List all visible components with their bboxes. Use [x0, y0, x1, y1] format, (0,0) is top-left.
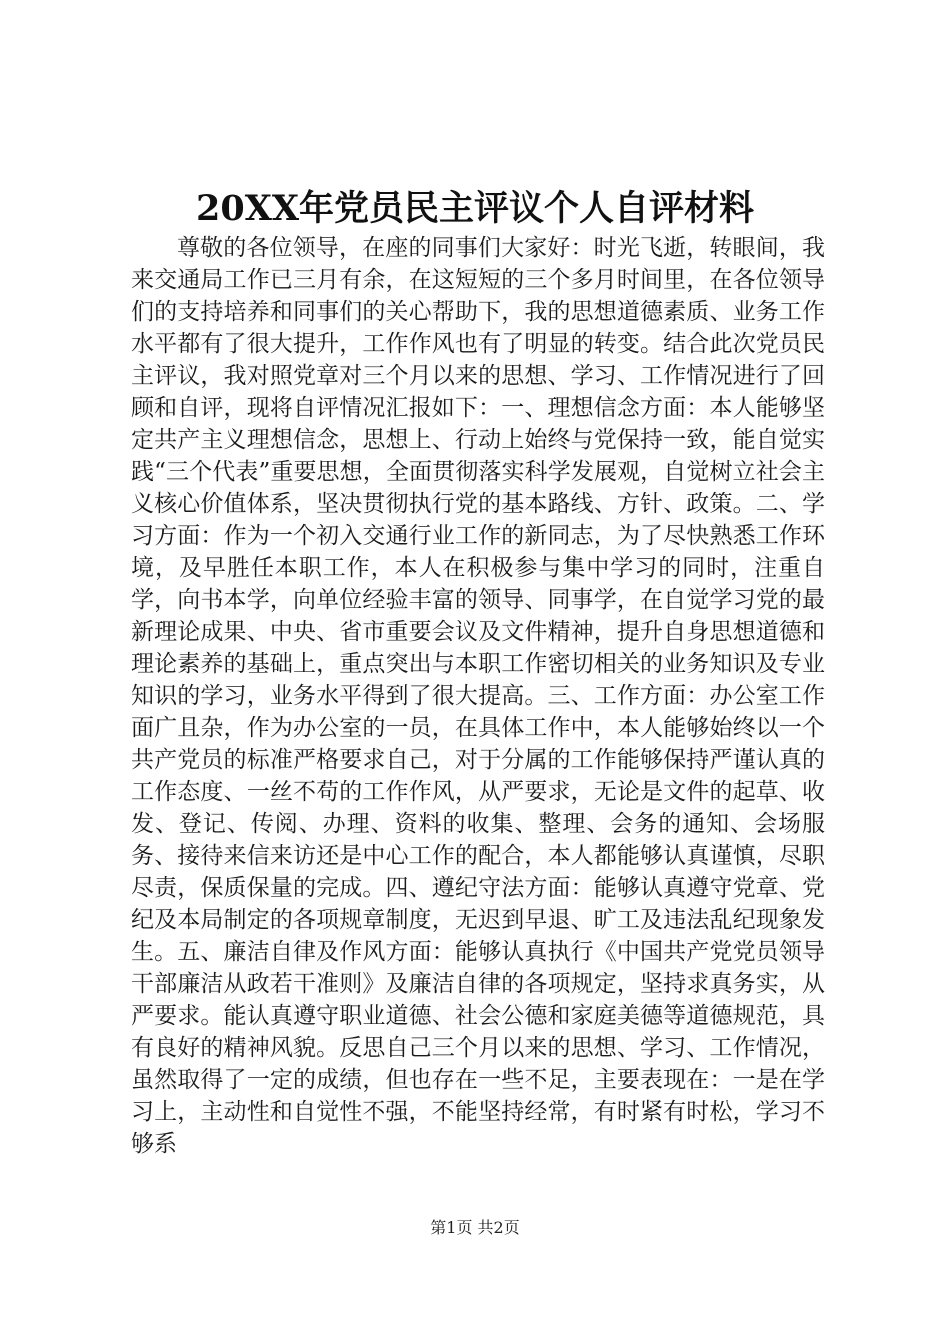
page-number-footer: 第1页 共2页 [430, 1218, 520, 1237]
document-body-paragraph: 尊敬的各位领导，在座的同事们大家好：时光飞逝，转眼间，我来交通局工作已三月有余，在这短短的三个多月时间里，在各位领导们的支持培养和同事们的关心帮助下，我的思想道德素质、业务工作水平都有了很大提升，工作作风也有了明显的转变。结合此次党员民主评议，我对照党章对三个月以来的思想、学习、工作情况进行了回顾和自评，现将自评情况汇报如下：一、理想信念方面：本人能够坚定共产主义理想信念，思想上、行动上始终与党保持一致，能自觉实践“三个代表”重要思想，全面贯彻落实科学发展观，自觉树立社会主义核心价值体系，坚决贯彻执行党的基本路线、方针、政策。二、学习方面：作为一个初入交通行业工作的新同志，为了尽快熟悉工作环境，及早胜任本职工作，本人在积极参与集中学习的同时，注重自学，向书本学，向单位经验丰富的领导、同事学，在自觉学习党的最新理论成果、中央、省市重要会议及文件精神，提升自身思想道德和理论素养的基础上，重点突出与本职工作密切相关的业务知识及专业知识的学习，业务水平得到了很大提高。三、工作方面：办公室工作面广且杂，作为办公室的一员，在具体工作中，本人能够始终以一个共产党员的标准严格要求自己，对于分属的工作能够保持严谨认真的工作态度、一丝不苟的工作作风，从严要求，无论是文件的起草、收发、登记、传阅、办理、资料的收集、整理、会务的通知、会场服务、接待来信来访还是中心工作的配合，本人都能够认真谨慎，尽职尽责，保质保量的完成。四、遵纪守法方面：能够认真遵守党章、党纪及本局制定的各项规章制度，无迟到早退、旷工及违法乱纪现象发生。五、廉洁自律及作风方面：能够认真执行《中国共产党党员领导干部廉洁从政若干准则》及廉洁自律的各项规定，坚持求真务实，从严要求。能认真遵守职业道德、社会公德和家庭美德等道德规范，具有良好的精神风貌。反思自己三个月以来的思想、学习、工作情况，虽然取得了一定的成绩，但也存在一些不足，主要表现在：一是在学习上，主动性和自觉性不强，不能坚持经常，有时紧有时松，学习不够系 [131, 235, 825, 1157]
document-title: 20XX年党员民主评议个人自评材料 [195, 188, 755, 229]
